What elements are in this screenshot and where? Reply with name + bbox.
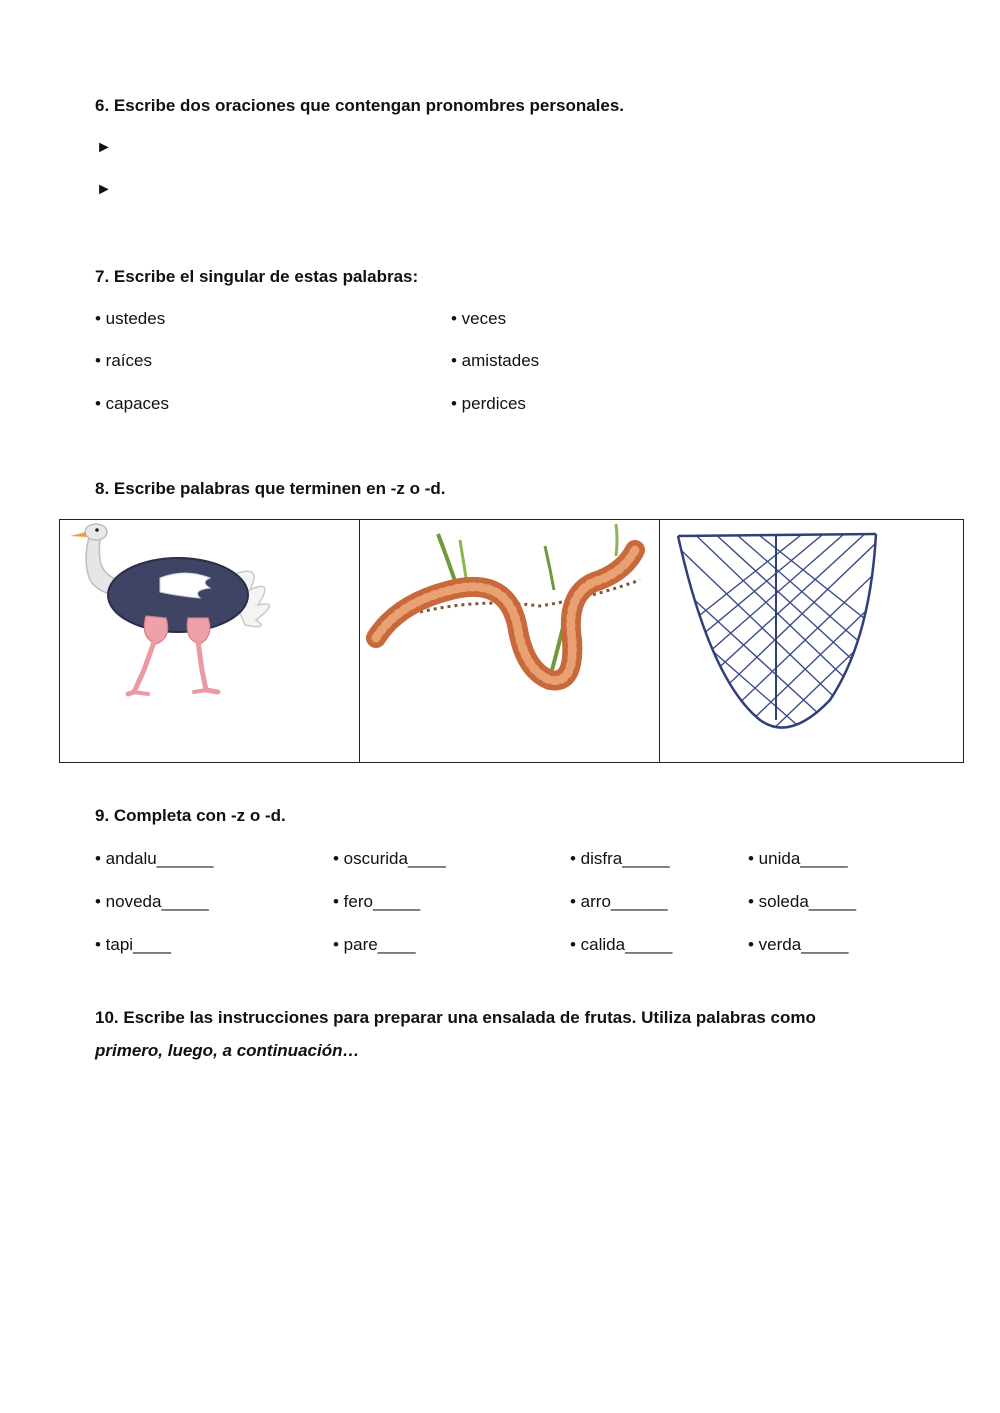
question-10-title: 10. Escribe las instrucciones para preparar una ensalada de frutas. Utiliza palabras como <box>95 1008 816 1027</box>
ostrich-cell <box>60 520 359 762</box>
word-item: • perdices <box>451 394 526 413</box>
word-item: • veces <box>451 309 507 328</box>
net-image <box>660 520 963 762</box>
worm-image <box>360 520 659 762</box>
fill-word-item[interactable]: • arro______ <box>570 892 668 911</box>
question-8-title: 8. Escribe palabras que terminen en -z o -d. <box>95 479 446 498</box>
worm-cell <box>359 520 659 762</box>
fill-word-item[interactable]: • soleda_____ <box>748 892 857 911</box>
fill-word-item[interactable]: • fero_____ <box>333 892 421 911</box>
question-9-title: 9. Completa con -z o -d. <box>95 806 286 825</box>
fill-word-item[interactable]: • oscurida____ <box>333 849 446 868</box>
image-table <box>59 519 964 763</box>
word-item: • amistades <box>451 351 540 370</box>
word-item: • ustedes <box>95 309 166 328</box>
word-item: • capaces <box>95 394 169 413</box>
fill-word-item[interactable]: • pare____ <box>333 935 416 954</box>
fill-word-item[interactable]: • calida_____ <box>570 935 673 954</box>
fill-word-item[interactable]: • tapi____ <box>95 935 171 954</box>
word-item: • raíces <box>95 351 152 370</box>
answer-bullet-1: ► <box>96 139 112 156</box>
ostrich-image <box>60 520 359 762</box>
question-6-title: 6. Escribe dos oraciones que contengan pronombres personales. <box>95 96 625 115</box>
question-10-italic-words: primero, luego, a continuación… <box>95 1041 360 1060</box>
fill-word-item[interactable]: • andalu______ <box>95 849 214 868</box>
answer-bullet-2: ► <box>96 181 112 198</box>
fill-word-item[interactable]: • unida_____ <box>748 849 848 868</box>
question-7-title: 7. Escribe el singular de estas palabras: <box>95 267 419 286</box>
net-cell <box>659 520 963 762</box>
fill-word-item[interactable]: • disfra_____ <box>570 849 670 868</box>
fill-word-item[interactable]: • noveda_____ <box>95 892 209 911</box>
fill-word-item[interactable]: • verda_____ <box>748 935 849 954</box>
